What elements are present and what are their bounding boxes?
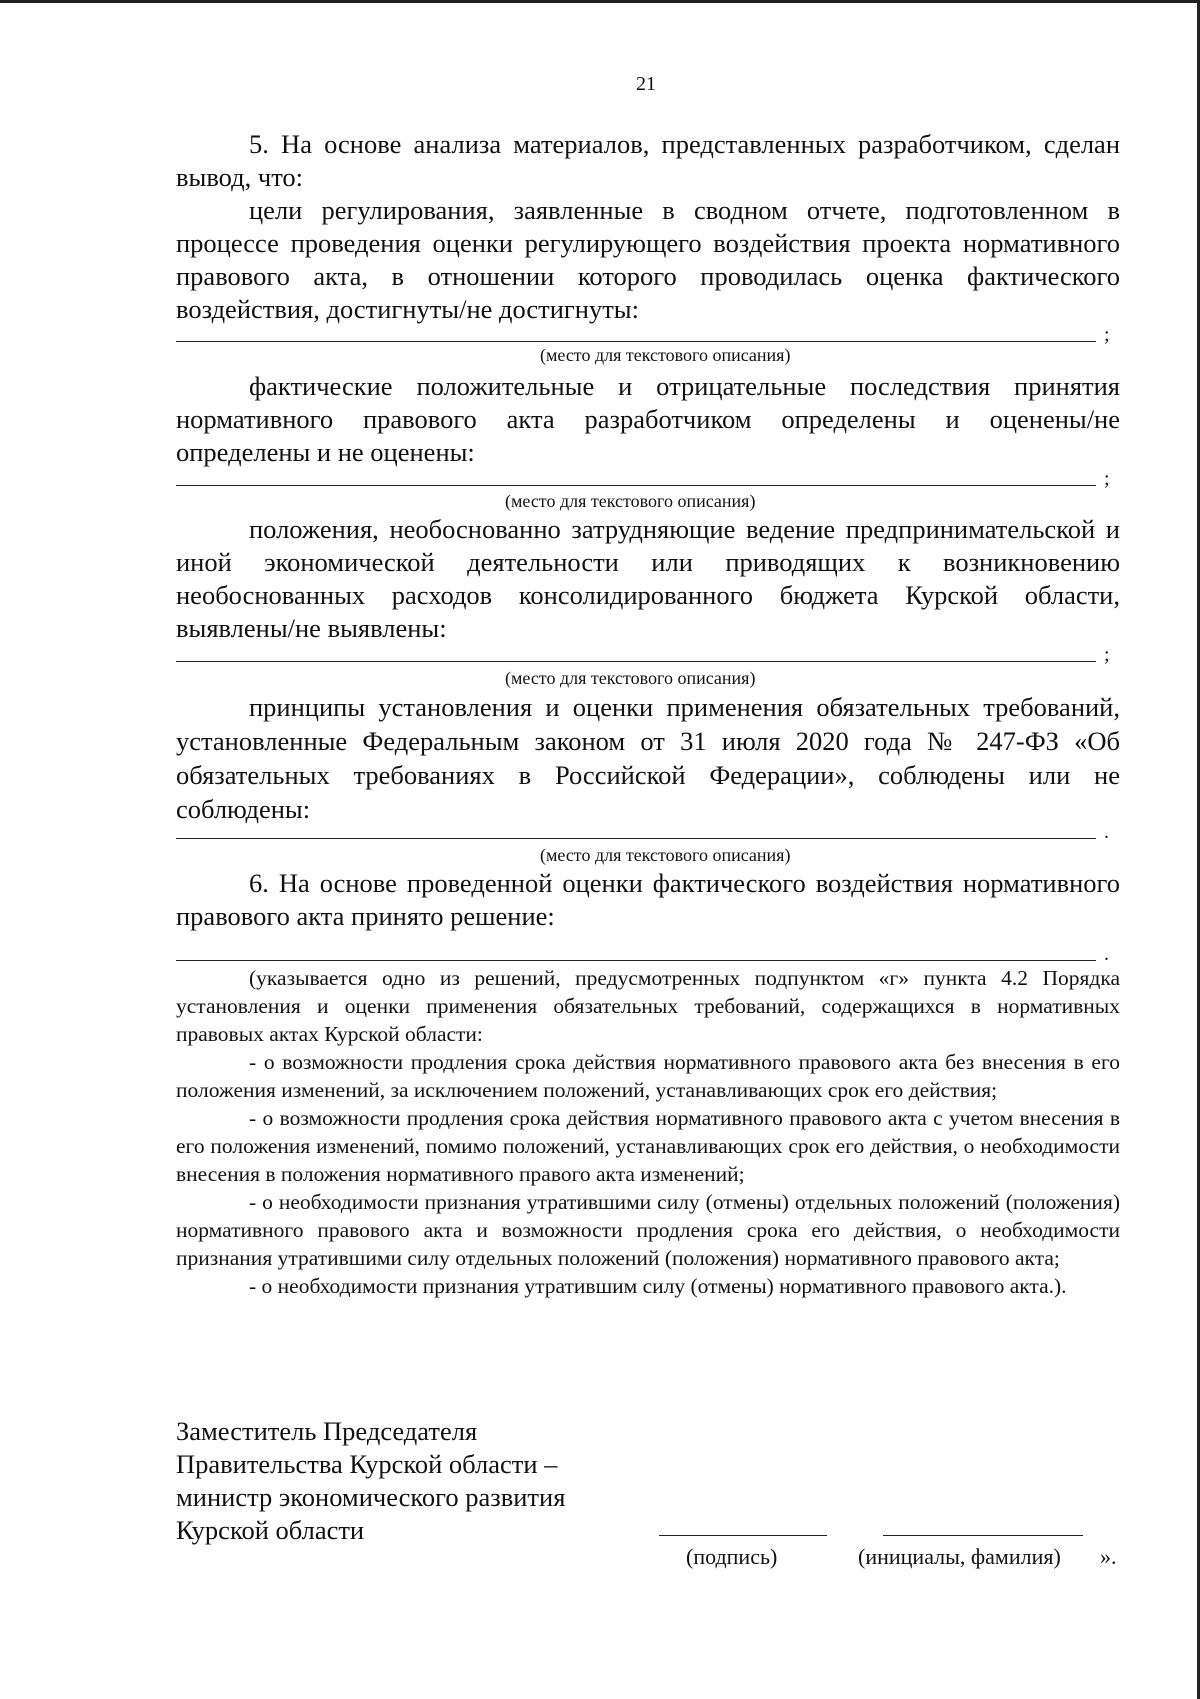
text-blank-2 bbox=[176, 485, 1096, 486]
page-number: 21 bbox=[636, 73, 656, 95]
blank-4-period: . bbox=[1104, 821, 1109, 843]
section5-item-provisions: положения, необоснованно затрудняющие ведение предпринимательской и иной экономической деятельности или приводящих к возникновению необоснованных расходов консолидированного бюджета Курской области, выявлены/не выявлены: bbox=[176, 514, 1120, 643]
note-option-4: - о необходимости признания утратившим силу (отмены) нормативного правового акта.). bbox=[249, 1274, 1067, 1298]
section5-item-consequences: фактические положительные и отрицательные последствия принятия нормативного правового акта разработчиком определены и оценены/не определены и не оценены: bbox=[176, 371, 1120, 467]
blank-2-semicolon: ; bbox=[1104, 468, 1110, 490]
section5-item-principles: принципы установления и оценки применения обязательных требований, установленные Федеральным законом от 31 июля 2020 года № 247-ФЗ «Об обязательных требованиях в Российской Федерации», соблюдены или не соблюдены: bbox=[176, 692, 1120, 824]
signer-position-line-1: Заместитель Председателя bbox=[176, 1416, 478, 1446]
blank-3-semicolon: ; bbox=[1104, 644, 1110, 666]
text-blank-3 bbox=[176, 661, 1096, 662]
blank-4-caption: (место для текстового описания) bbox=[540, 845, 791, 865]
note-option-2: - о возможности продления срока действия нормативного правового акта с учетом внесения в его положения изменений, помимо положений, устанавливающих срок его действия, о необходимости внесения в положения нормативного правого акта изменений; bbox=[176, 1106, 1120, 1186]
name-caption: (инициалы, фамилия) bbox=[858, 1544, 1061, 1569]
blank-1-caption: (место для текстового описания) bbox=[540, 345, 791, 365]
note-option-1: - о возможности продления срока действия нормативного правового акта без внесения в его положения изменений, за исключением положений, устанавливающих срок его действия; bbox=[176, 1050, 1120, 1102]
text-blank-5 bbox=[176, 960, 1096, 961]
signer-position bbox=[176, 1415, 565, 1547]
name-line bbox=[883, 1535, 1083, 1536]
note-option-3: - о необходимости признания утратившими силу (отмены) отдельных положений (положения) нормативного правового акта и возможности продления срока его действия, о необходимости признания утратившими силу отдельных положений (положения) нормативного правового акта; bbox=[176, 1190, 1120, 1270]
blank-2-caption: (место для текстового описания) bbox=[505, 491, 756, 511]
decision-options-note bbox=[176, 964, 1120, 1300]
section5-intro: 5. На основе анализа материалов, представленных разработчиком, сделан вывод, что: bbox=[176, 129, 1120, 192]
blank-5-period: . bbox=[1104, 943, 1109, 965]
note-intro: (указывается одно из решений, предусмотренных подпунктом «г» пункта 4.2 Порядка установления и оценки применения обязательных требований, содержащихся в нормативных правовых актах Курской области: bbox=[176, 966, 1120, 1046]
text-blank-4 bbox=[176, 838, 1096, 839]
signature-caption: (подпись) bbox=[686, 1544, 778, 1569]
section5-item-goals: цели регулирования, заявленные в сводном отчете, подготовленном в процессе проведения оценки регулирующего воздействия проекта нормативного правового акта, в отношении которого проводилась оценка фактического воздействия, достигнуты/не достигнуты: bbox=[176, 195, 1120, 324]
signature-line bbox=[659, 1535, 827, 1536]
closing-quote: ». bbox=[1100, 1544, 1117, 1569]
signer-position-line-3: министр экономического развития bbox=[176, 1482, 566, 1512]
signer-position-line-4: Курской области bbox=[176, 1515, 365, 1545]
scan-edge-top bbox=[0, 0, 1200, 3]
text-blank-1 bbox=[176, 341, 1096, 342]
blank-1-semicolon: ; bbox=[1104, 324, 1110, 346]
blank-3-caption: (место для текстового описания) bbox=[505, 668, 756, 688]
section6-decision: 6. На основе проведенной оценки фактического воздействия нормативного правового акта принято решение: bbox=[176, 868, 1120, 931]
signer-position-line-2: Правительства Курской области – bbox=[176, 1449, 558, 1479]
